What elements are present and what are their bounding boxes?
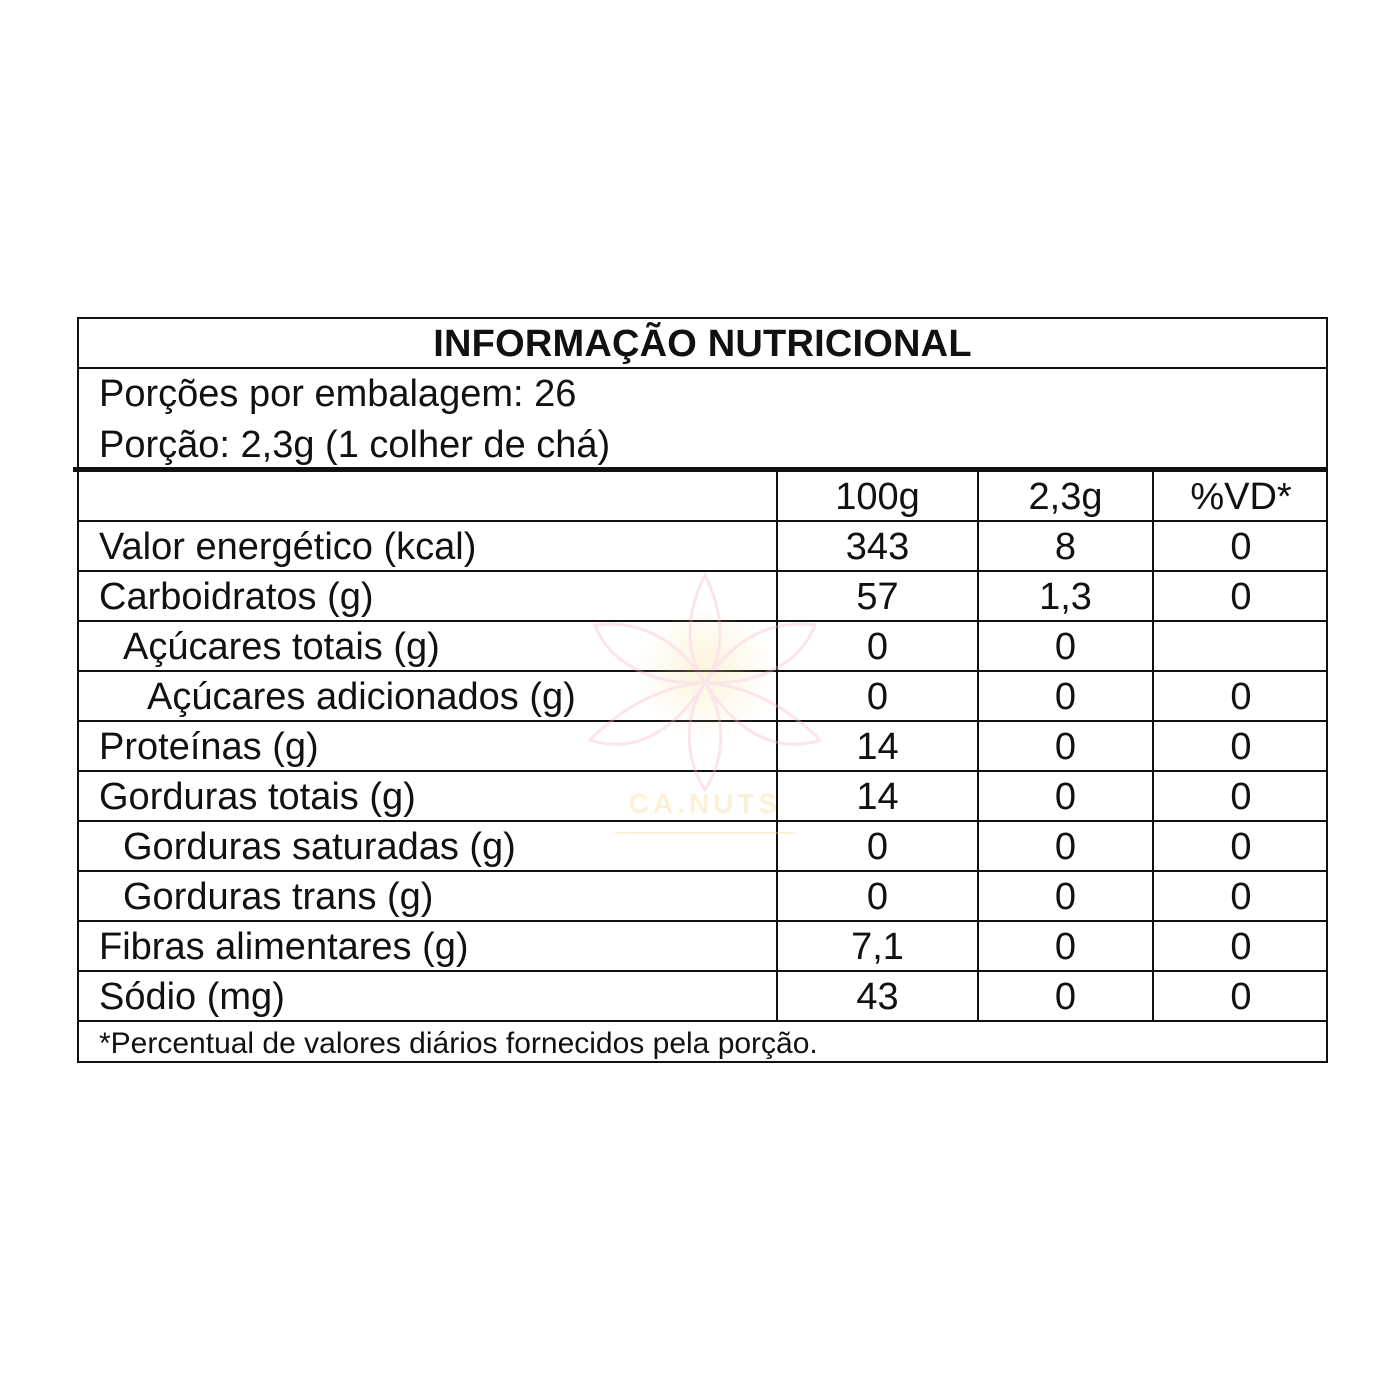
nutrient-name: Açúcares totais (g) [123, 626, 440, 668]
nutrient-table [79, 472, 1326, 1022]
table-row [79, 872, 1326, 922]
value-per-100g: 7,1 [776, 922, 977, 970]
value-daily-percent: 0 [1152, 572, 1328, 620]
value-per-100g: 14 [776, 772, 977, 820]
portion-info [79, 369, 1326, 470]
value-daily-percent: 0 [1152, 772, 1328, 820]
value-daily-percent: 0 [1152, 522, 1328, 570]
value-per-portion: 0 [977, 722, 1152, 770]
nutrient-name: Gorduras trans (g) [123, 876, 434, 918]
nutrient-name: Fibras alimentares (g) [99, 926, 469, 968]
header-nutrient [79, 472, 776, 520]
header-per-portion: 2,3g [977, 472, 1152, 520]
value-daily-percent: 0 [1152, 972, 1328, 1020]
value-daily-percent: 0 [1152, 722, 1328, 770]
nutrient-name: Gorduras saturadas (g) [123, 826, 516, 868]
nutrient-name: Carboidratos (g) [99, 576, 374, 618]
value-per-portion: 0 [977, 622, 1152, 670]
nutrition-facts-label [77, 317, 1328, 1063]
table-row [79, 922, 1326, 972]
nutrient-name: Açúcares adicionados (g) [147, 676, 576, 718]
value-per-100g: 43 [776, 972, 977, 1020]
value-per-portion: 0 [977, 672, 1152, 720]
table-row [79, 672, 1326, 722]
portions-per-package: Porções por embalagem: 26 [99, 373, 577, 415]
table-row [79, 772, 1326, 822]
nutrient-name: Sódio (mg) [99, 976, 285, 1018]
value-per-100g: 0 [776, 822, 977, 870]
value-daily-percent: 0 [1152, 672, 1328, 720]
value-per-portion: 1,3 [977, 572, 1152, 620]
nutrient-name: Valor energético (kcal) [99, 526, 477, 568]
table-row [79, 622, 1326, 672]
value-per-portion: 0 [977, 822, 1152, 870]
header-daily-value: %VD* [1152, 472, 1328, 520]
nutrient-name: Gorduras totais (g) [99, 776, 416, 818]
label-title: INFORMAÇÃO NUTRICIONAL [79, 319, 1326, 369]
value-daily-percent: 0 [1152, 822, 1328, 870]
table-row [79, 972, 1326, 1022]
value-daily-percent: 0 [1152, 872, 1328, 920]
table-row [79, 722, 1326, 772]
value-per-100g: 14 [776, 722, 977, 770]
header-per-100g: 100g [776, 472, 977, 520]
value-per-100g: 0 [776, 622, 977, 670]
table-header-row [79, 472, 1326, 522]
value-per-portion: 0 [977, 922, 1152, 970]
value-per-portion: 0 [977, 972, 1152, 1020]
value-per-portion: 8 [977, 522, 1152, 570]
watermark-text: CA.NUTS [628, 788, 782, 819]
table-row [79, 822, 1326, 872]
value-per-100g: 343 [776, 522, 977, 570]
nutrient-name: Proteínas (g) [99, 726, 319, 768]
value-per-100g: 57 [776, 572, 977, 620]
value-per-100g: 0 [776, 872, 977, 920]
table-row [79, 522, 1326, 572]
value-per-portion: 0 [977, 772, 1152, 820]
value-daily-percent [1152, 622, 1328, 670]
value-per-100g: 0 [776, 672, 977, 720]
table-row [79, 572, 1326, 622]
value-daily-percent: 0 [1152, 922, 1328, 970]
footnote: *Percentual de valores diários fornecidos pela porção. [99, 1027, 818, 1060]
portion-size: Porção: 2,3g (1 colher de chá) [99, 424, 611, 466]
value-per-portion: 0 [977, 872, 1152, 920]
